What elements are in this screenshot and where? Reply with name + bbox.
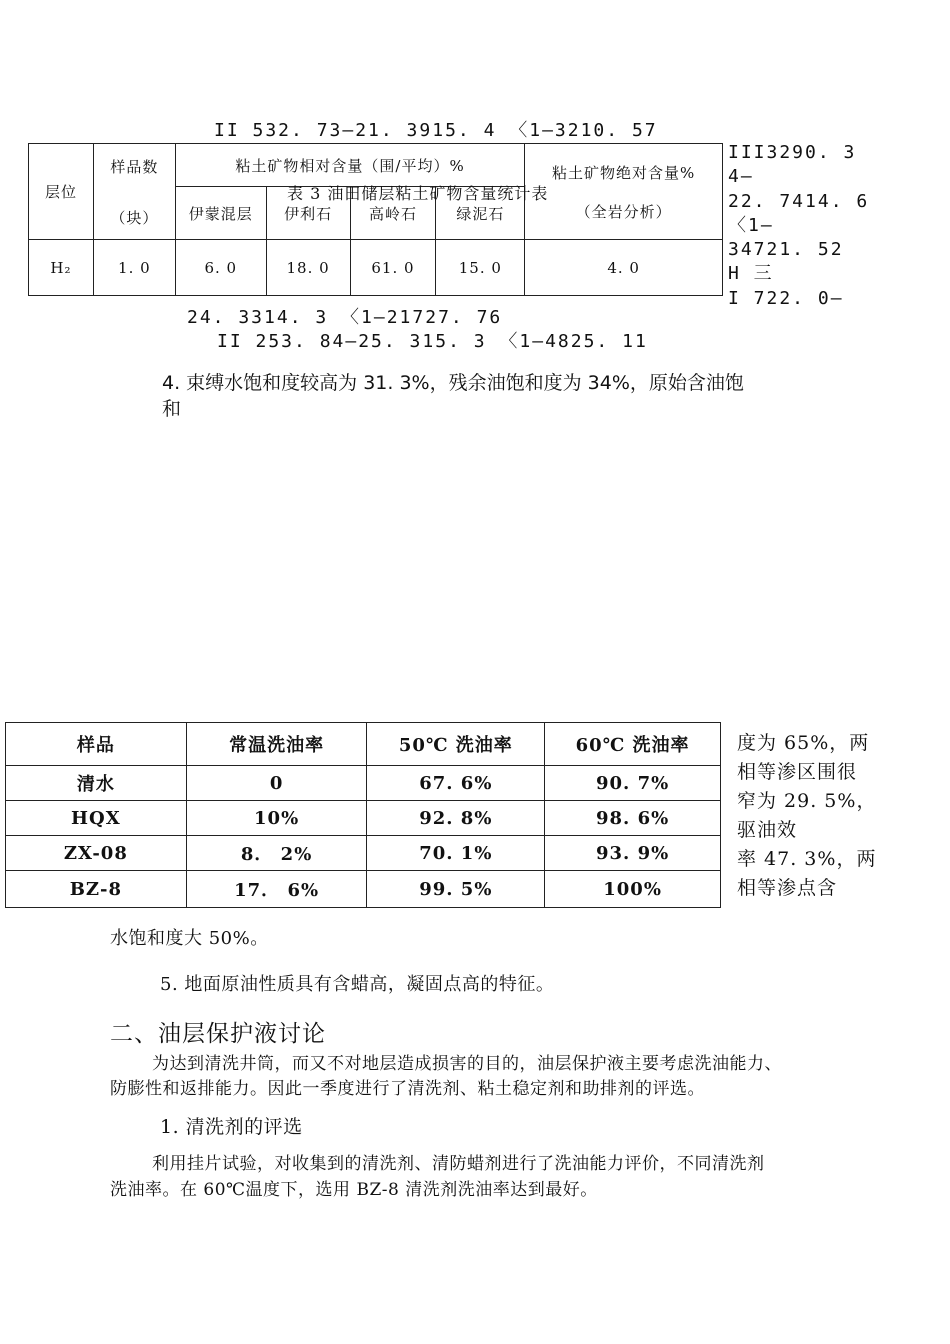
header-layer: 层位 <box>29 144 94 240</box>
side-line: 度为 65%，两 <box>737 732 870 754</box>
para2-line1: 利用挂片试验，对收集到的清洗剂、清防蜡剂进行了洗油能力评价，不同清洗剂 <box>152 1154 765 1174</box>
side-line: 窄为 29. 5%， <box>737 790 877 812</box>
cell-60c: 100% <box>545 871 721 908</box>
data-row-II-a: II 532. 73—21. 3915. 4 〈1—3210. 57 <box>214 120 658 141</box>
right-line: I 722. 0— <box>728 287 844 309</box>
header-illite: 伊利石 <box>266 187 350 240</box>
right-line: 〈1— <box>728 214 774 236</box>
cell-absolute: 4. 0 <box>525 240 723 296</box>
right-data-column <box>728 141 869 311</box>
data-row-II-b: II 253. 84—25. 315. 3 〈1—4825. 11 <box>217 331 648 352</box>
cell-chlorite: 15. 0 <box>436 240 525 296</box>
cell-sample: ZX-08 <box>6 836 187 871</box>
header-50c: 50℃ 洗油率 <box>367 723 545 766</box>
clay-mineral-table <box>28 143 723 296</box>
header-sample-count-unit: （块） <box>110 209 159 227</box>
cell-kaolinite: 61. 0 <box>350 240 436 296</box>
cell-50c: 67. 6% <box>367 766 545 801</box>
item5-line: 5. 地面原油性质具有含蜡高，凝固点高的特征。 <box>160 974 555 995</box>
header-sample-count <box>93 144 175 240</box>
right-line: 22. 7414. 6 <box>728 190 870 212</box>
table-row <box>6 801 721 836</box>
cell-room-temp: 17． 6% <box>186 871 367 908</box>
header-sample: 样品 <box>6 723 187 766</box>
cell-50c: 99. 5% <box>367 871 545 908</box>
cell-60c: 90. 7% <box>545 766 721 801</box>
item4-cut: 和 <box>162 398 182 420</box>
table-row <box>6 766 721 801</box>
header-relative-content: 粘土矿物相对含量（围/平均）% <box>175 144 524 187</box>
cell-sample: 清水 <box>6 766 187 801</box>
right-line: 34721. 52 <box>728 239 844 261</box>
cell-60c: 98. 6% <box>545 801 721 836</box>
cell-50c: 70. 1% <box>367 836 545 871</box>
subsection1-title: 1. 清洗剂的评选 <box>160 1116 303 1138</box>
cell-illite: 18. 0 <box>266 240 350 296</box>
table-row <box>6 836 721 871</box>
table-row <box>6 871 721 908</box>
cell-room-temp: 0 <box>186 766 367 801</box>
header-60c: 60℃ 洗油率 <box>545 723 721 766</box>
header-chlorite: 绿泥石 <box>436 187 525 240</box>
right-line: H 三 <box>728 263 774 285</box>
table-row <box>29 240 723 296</box>
side-line: 相等渗区围很 <box>737 761 858 783</box>
side-line: 率 47. 3%，两 <box>737 848 877 870</box>
header-absolute-label: 粘土矿物绝对含量% <box>552 163 696 182</box>
side-line: 相等渗点含 <box>737 877 838 899</box>
cell-50c: 92. 8% <box>367 801 545 836</box>
cell-room-temp: 10% <box>186 801 367 836</box>
cell-60c: 93. 9% <box>545 836 721 871</box>
header-absolute-sub: （全岩分析） <box>575 202 672 221</box>
right-line: III3290. 3 <box>728 142 857 163</box>
cell-sample: BZ-8 <box>6 871 187 908</box>
side-text-block <box>737 729 876 903</box>
header-room-temp: 常温洗油率 <box>186 723 367 766</box>
water-saturation-line: 水饱和度大 50%。 <box>110 928 269 949</box>
cell-sample: HQX <box>6 801 187 836</box>
header-illite-smectite: 伊蒙混层 <box>175 187 266 240</box>
para1-line1: 为达到清洗井筒，而又不对地层造成损害的目的，油层保护液主要考虑洗油能力、 <box>152 1054 782 1074</box>
cell-illite-smectite: 6. 0 <box>175 240 266 296</box>
cell-room-temp: 8． 2% <box>186 836 367 871</box>
para1-line2: 防膨性和返排能力。因此一季度进行了清洗剂、粘土稳定剂和助排剂的评选。 <box>110 1079 705 1099</box>
cell-layer: H₂ <box>29 240 94 296</box>
para2-line2: 洗油率。在 60℃温度下，选用 BZ-8 清洗剂洗油率达到最好。 <box>110 1180 598 1200</box>
header-sample-count-label: 样品数 <box>110 158 159 176</box>
item4-line: 4. 束缚水饱和度较高为 31. 3%，残余油饱和度为 34%，原始含油饱 <box>162 372 744 394</box>
header-kaolinite: 高岭石 <box>350 187 436 240</box>
right-line: 4— <box>728 166 754 188</box>
header-absolute-content <box>525 144 723 240</box>
side-line: 驱油效 <box>737 819 798 841</box>
item4-block <box>162 370 744 420</box>
section2-title: 二、油层保护液讨论 <box>110 1021 326 1047</box>
cell-count: 1. 0 <box>93 240 175 296</box>
data-row-a: 24. 3314. 3 〈1—21727. 76 <box>187 307 503 328</box>
oil-washing-table <box>5 722 721 908</box>
table1-caption: 表 3 油田储层粘土矿物含量统计表 <box>287 184 549 203</box>
